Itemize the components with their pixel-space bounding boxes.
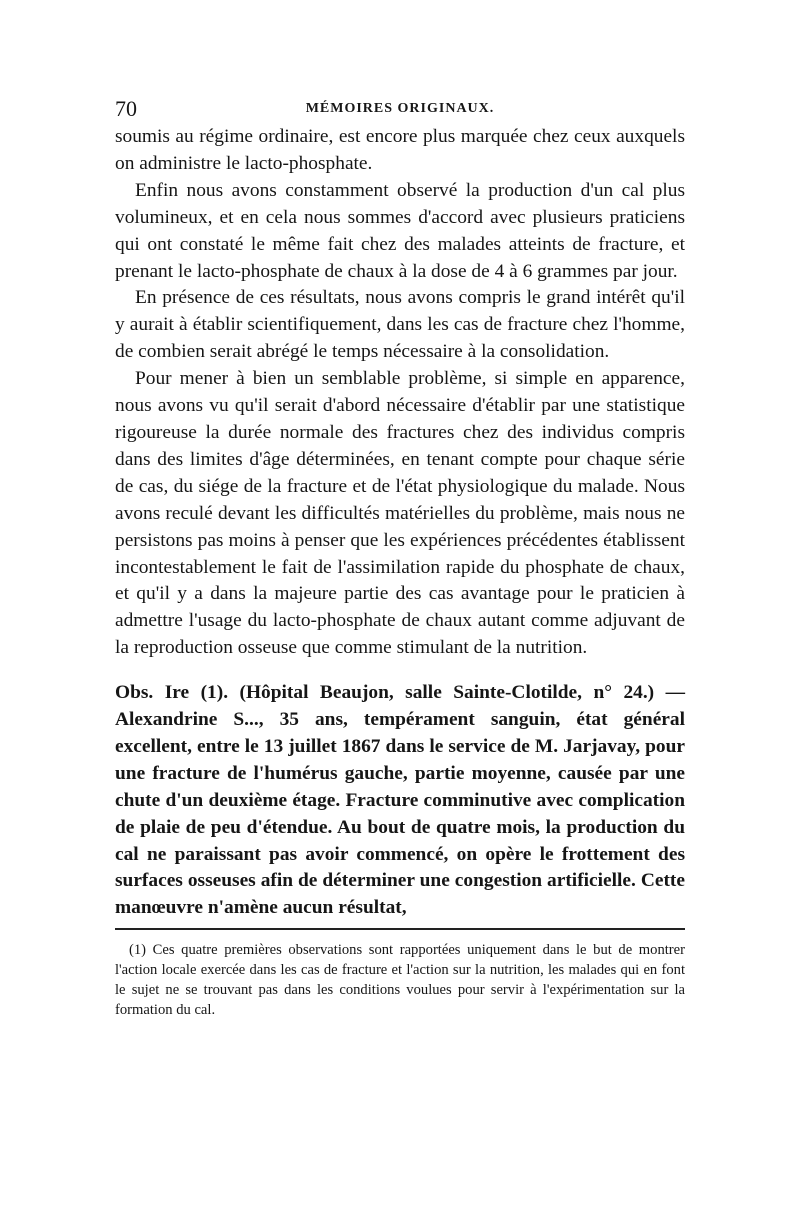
observation-text: (Hôpital Beaujon, salle Sainte-Clotilde, n° 24.) — Alexandrine S..., 35 ans, tempérament sanguin, état général excellent, entre le 13 juillet 1867 dans le service de M. Jarjavay, pour une fracture de l'humérus gauche, partie moyenne, causée par une chute d'un deuxième étage. Fracture comminutive avec complication de plaie de peu d'étendue. Au bout de quatre mois, la production du cal ne paraissant pas avoir commencé, on opère le frottement des surfaces osseuses afin de déterminer une congestion artificielle. Cette manœuvre n'amène aucun résultat, xyxy=(115,682,685,919)
footnote-text: (1) Ces quatre premières observations sont rapportées uniquement dans le but de montrer l'action locale exercée dans les cas de fracture et l'action sur la nutrition, les malades qui en font le sujet ne se trouvant pas dans les conditions voulues pour servir à l'expérimentation sur la formation du cal. xyxy=(115,942,685,1019)
paragraph: En présence de ces résultats, nous avons compris le grand intérêt qu'il y aurait à établir scientifiquement, dans les cas de fracture chez l'homme, de combien serait abrégé le temps nécessaire à la consolidation. xyxy=(115,287,685,363)
paragraph: Pour mener à bien un semblable problème, si simple en apparence, nous avons vu qu'il serait d'abord nécessaire d'établir par une statistique rigoureuse la durée normale des fractures chez des individus compris dans des limites d'âge déterminées, en tenant compte pour chaque série de cas, du siége de la fracture et de l'état physiologique du malade. Nous avons reculé devant les difficultés matérielles du problème, mais nous ne persistons pas moins à penser que les expériences précédentes établissent incontestablement le fait de l'assimilation rapide du phosphate de chaux, et qu'il y a dans la majeure partie des cas avantage pour le praticien à admettre l'usage du lacto-phosphate de chaux autant comme adjuvant de la reproduction osseuse que comme stimulant de la nutrition. xyxy=(115,368,685,659)
book-page xyxy=(115,96,685,1020)
paragraph: Enfin nous avons constamment observé la production d'un cal plus volumineux, et en cela nous sommes d'accord avec plusieurs praticiens qui ont constaté le même fait chez des malades atteints de fracture, et prenant le lacto-phosphate de chaux à la dose de 4 à 6 grammes par jour. xyxy=(115,179,685,282)
observation xyxy=(115,680,685,922)
body-text xyxy=(115,124,685,662)
page-number: 70 xyxy=(115,96,137,121)
running-title: MÉMOIRES ORIGINAUX. xyxy=(305,101,495,116)
paragraph: soumis au régime ordinaire, est encore plus marquée chez ceux auxquels on administre le lacto-phosphate. xyxy=(115,126,685,174)
observation-paragraph xyxy=(115,680,685,922)
footnote xyxy=(115,940,685,1020)
observation-label: Obs. Ire (1). xyxy=(115,682,229,704)
running-head xyxy=(115,96,685,124)
footnote-rule xyxy=(115,928,685,930)
